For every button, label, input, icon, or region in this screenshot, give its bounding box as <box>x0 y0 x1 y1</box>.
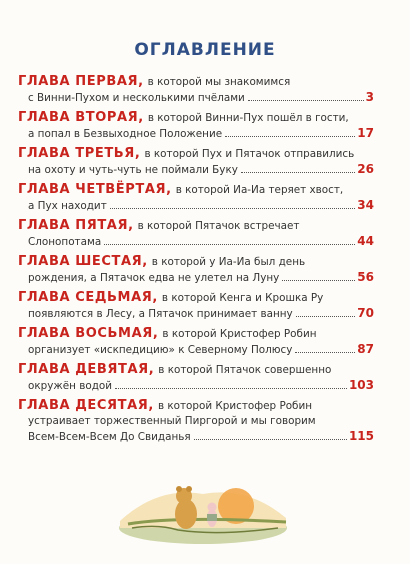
chapter-description: в которой Пятачок совершенно <box>158 364 332 376</box>
toc-entry[interactable] <box>18 74 374 106</box>
toc-entry-line <box>18 378 374 394</box>
chapter-heading: ГЛАВА ДЕВЯТАЯ, <box>18 362 155 377</box>
toc-entry-line <box>18 182 374 198</box>
chapter-heading: ГЛАВА ВОСЬМАЯ, <box>18 326 159 341</box>
chapter-description: устраивает торжественный Пиргорой и мы говорим <box>28 415 316 427</box>
chapter-description: организует «искпедицию» к Северному Полюсу <box>28 344 293 356</box>
toc-entry[interactable] <box>18 326 374 358</box>
dot-leader <box>225 136 355 137</box>
toc-entry-line <box>18 254 374 270</box>
table-of-contents <box>18 74 374 449</box>
toc-entry-line <box>18 110 374 126</box>
chapter-heading: ГЛАВА ПЯТАЯ, <box>18 218 134 233</box>
chapter-description: в которой Кристофер Робин <box>162 328 317 340</box>
chapter-description: окружён водой <box>28 380 113 392</box>
toc-entry-line <box>18 126 374 142</box>
toc-entry-line <box>18 234 374 250</box>
dot-leader <box>110 208 356 209</box>
toc-entry-line <box>18 290 374 306</box>
chapter-description: в которой Кристофер Робин <box>157 400 313 412</box>
toc-entry-line <box>18 218 374 234</box>
dot-leader <box>295 352 355 353</box>
toc-entry[interactable] <box>18 362 374 394</box>
dot-leader <box>104 244 355 245</box>
toc-entry[interactable] <box>18 218 374 250</box>
dot-leader <box>248 100 364 101</box>
toc-entry[interactable] <box>18 398 374 445</box>
chapter-description: Слонопотама <box>28 236 102 248</box>
toc-entry-line <box>18 414 374 429</box>
dot-leader <box>296 316 356 317</box>
page-number: 34 <box>357 198 374 212</box>
chapter-description: в которой Пух и Пятачок отправились <box>144 148 355 160</box>
pooh-and-piglet-sunset-illustration <box>118 466 288 546</box>
toc-entry[interactable] <box>18 290 374 322</box>
page-number: 103 <box>348 378 374 392</box>
chapter-heading: ГЛАВА ВТОРАЯ, <box>18 110 144 125</box>
page-number: 44 <box>357 234 374 248</box>
toc-entry[interactable] <box>18 182 374 214</box>
chapter-description: Всем-Всем-Всем До Свиданья <box>28 431 191 443</box>
chapter-description: в которой Пятачок встречает <box>137 220 300 232</box>
page-title: ОГЛАВЛЕНИЕ <box>134 40 276 60</box>
dot-leader <box>282 280 355 281</box>
page-number: 87 <box>357 342 374 356</box>
toc-entry-line <box>18 326 374 342</box>
toc-entry-line <box>18 162 374 178</box>
toc-entry-line <box>18 74 374 90</box>
chapter-heading: ГЛАВА СЕДЬМАЯ, <box>18 290 158 305</box>
toc-entry-line <box>18 270 374 286</box>
toc-entry-line <box>18 90 374 106</box>
page-number: 26 <box>357 162 374 176</box>
toc-entry[interactable] <box>18 146 374 178</box>
chapter-description: в которой Винни-Пух пошёл в гости, <box>147 112 349 124</box>
page-number: 17 <box>357 126 374 140</box>
chapter-description: в которой Кенга и Крошка Ру <box>161 292 324 304</box>
chapter-heading: ГЛАВА ПЕРВАЯ, <box>18 74 144 89</box>
chapter-heading: ГЛАВА ТРЕТЬЯ, <box>18 146 141 161</box>
toc-entry[interactable] <box>18 110 374 142</box>
chapter-description: в которой у Иа-Иа был день <box>151 256 306 268</box>
chapter-heading: ГЛАВА ДЕСЯТАЯ, <box>18 398 154 413</box>
chapter-description: а Пух находит <box>28 200 107 212</box>
dot-leader <box>194 439 347 440</box>
toc-entry-line <box>18 362 374 378</box>
toc-entry-line <box>18 146 374 162</box>
chapter-heading: ГЛАВА ШЕСТАЯ, <box>18 254 148 269</box>
toc-entry-line <box>18 198 374 214</box>
chapter-description: рождения, а Пятачок едва не улетел на Луну <box>28 272 280 284</box>
page-number: 115 <box>348 429 374 443</box>
chapter-description: в которой Иа-Иа теряет хвост, <box>175 184 344 196</box>
page-number: 3 <box>365 90 374 104</box>
chapter-description: появляются в Лесу, а Пятачок принимает ванну <box>28 308 293 320</box>
toc-entry-line <box>18 398 374 414</box>
dot-leader <box>115 388 347 389</box>
toc-entry-line <box>18 429 374 445</box>
toc-entry[interactable] <box>18 254 374 286</box>
chapter-description: с Винни-Пухом и несколькими пчёлами <box>28 92 245 104</box>
page-number: 70 <box>357 306 374 320</box>
page-number: 56 <box>357 270 374 284</box>
chapter-description: а попал в Безвыходное Положение <box>28 128 223 140</box>
chapter-heading: ГЛАВА ЧЕТВЁРТАЯ, <box>18 182 172 197</box>
toc-entry-line <box>18 306 374 322</box>
toc-entry-line <box>18 342 374 358</box>
chapter-description: в которой мы знакомимся <box>147 76 291 88</box>
chapter-description: на охоту и чуть-чуть не поймали Буку <box>28 164 238 176</box>
dot-leader <box>241 172 355 173</box>
